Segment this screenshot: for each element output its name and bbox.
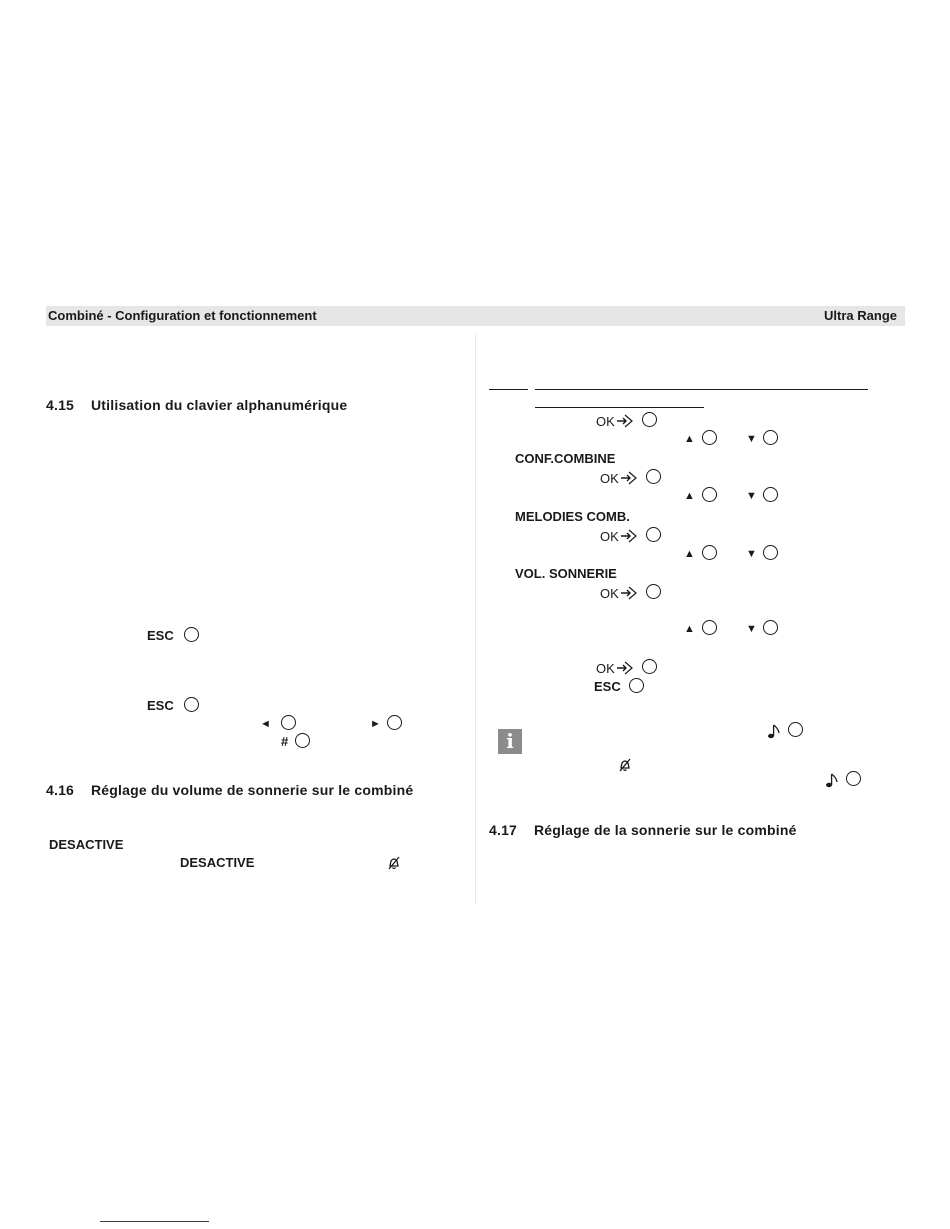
down-key <box>763 620 778 635</box>
enter-arrow-icon <box>620 585 638 601</box>
desactive-label: DESACTIVE <box>49 837 124 852</box>
rule <box>535 407 704 408</box>
up-key <box>702 487 717 502</box>
info-icon <box>498 729 522 754</box>
up-arrow-glyph: ▲ <box>684 490 695 502</box>
header-left-title: Combiné - Configuration et fonctionnement <box>48 308 317 323</box>
right-arrow-glyph: ► <box>370 718 381 730</box>
enter-arrow-icon <box>616 660 634 676</box>
section-4-17-heading <box>489 822 797 838</box>
down-arrow-glyph: ▼ <box>746 623 757 635</box>
right-key <box>387 715 402 730</box>
down-key <box>763 545 778 560</box>
section-title: Utilisation du clavier alphanumérique <box>91 397 348 413</box>
section-title: Réglage du volume de sonnerie sur le combiné <box>91 782 414 798</box>
header-right-title: Ultra Range <box>824 308 897 323</box>
down-arrow-glyph: ▼ <box>746 548 757 560</box>
menu-item-melodies-comb: MELODIES COMB. <box>515 509 630 524</box>
hash-glyph: # <box>281 734 289 749</box>
menu-item-conf-combine: CONF.COMBINE <box>515 451 616 466</box>
ok-label: OK <box>600 471 619 486</box>
ok-label: OK <box>596 661 615 676</box>
esc-key <box>629 678 644 693</box>
ok-key <box>646 584 661 599</box>
column-divider <box>475 334 476 904</box>
key <box>788 722 803 737</box>
bell-off-icon <box>386 855 402 871</box>
rule <box>535 389 868 390</box>
section-number: 4.17 <box>489 822 518 838</box>
up-key <box>702 620 717 635</box>
ok-key <box>642 659 657 674</box>
section-4-15-heading <box>46 397 347 413</box>
enter-arrow-icon <box>620 528 638 544</box>
ok-label: OK <box>596 414 615 429</box>
bell-off-icon <box>617 757 633 773</box>
music-note-icon <box>824 771 840 789</box>
running-header <box>46 306 905 326</box>
esc-key <box>184 697 199 712</box>
esc-key <box>184 627 199 642</box>
section-title: Réglage de la sonnerie sur le combiné <box>534 822 797 838</box>
left-key <box>281 715 296 730</box>
ok-label: OK <box>600 586 619 601</box>
down-arrow-glyph: ▼ <box>746 433 757 445</box>
down-key <box>763 430 778 445</box>
desactive-label: DESACTIVE <box>180 855 255 870</box>
down-key <box>763 487 778 502</box>
footer-link-underline <box>100 1221 209 1222</box>
section-number: 4.15 <box>46 397 75 413</box>
ok-key <box>646 469 661 484</box>
ok-label: OK <box>600 529 619 544</box>
ok-key <box>642 412 657 427</box>
up-key <box>702 545 717 560</box>
up-arrow-glyph: ▲ <box>684 623 695 635</box>
rule <box>489 389 528 390</box>
enter-arrow-icon <box>620 470 638 486</box>
up-arrow-glyph: ▲ <box>684 433 695 445</box>
key <box>846 771 861 786</box>
left-arrow-glyph: ◄ <box>260 718 271 730</box>
up-arrow-glyph: ▲ <box>684 548 695 560</box>
hash-key <box>295 733 310 748</box>
menu-item-vol-sonnerie: VOL. SONNERIE <box>515 566 617 581</box>
section-number: 4.16 <box>46 782 75 798</box>
esc-label: ESC <box>147 628 174 643</box>
esc-label: ESC <box>147 698 174 713</box>
esc-label: ESC <box>594 679 621 694</box>
down-arrow-glyph: ▼ <box>746 490 757 502</box>
music-note-icon <box>766 722 782 740</box>
ok-key <box>646 527 661 542</box>
section-4-16-heading <box>46 782 413 798</box>
info-letter: i <box>506 729 514 753</box>
up-key <box>702 430 717 445</box>
enter-arrow-icon <box>616 413 634 429</box>
